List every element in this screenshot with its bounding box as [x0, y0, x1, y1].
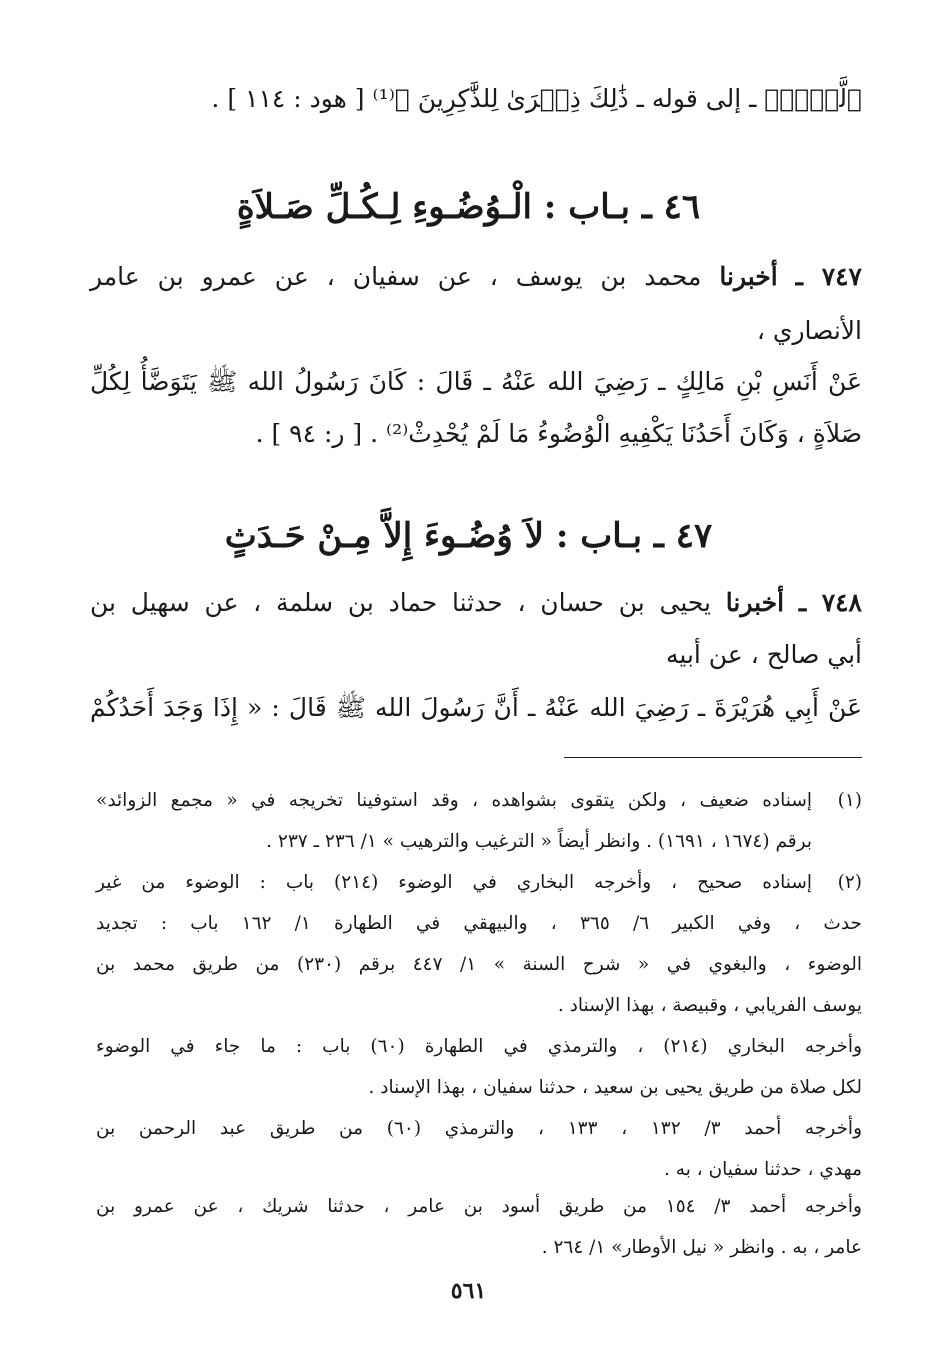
- hadith-748-isnad-text: يحيى بن حسان ، حدثنا حماد بن سلمة ، عن سهيل بن: [90, 588, 711, 617]
- footnote-2-text: إسناده صحيح ، وأخرجه البخاري في الوضوء (٢١٤) باب : الوضوء من غير: [96, 872, 813, 893]
- footnote-1-text-2: برقم (١٦٧٤ ، ١٦٩١) . وانظر أيضاً « الترغيب والترهيب » ١/ ٢٣٦ ـ ٢٣٧ .: [266, 831, 812, 852]
- hadith-747-matn-line1: عَنْ أَنَسِ بْنِ مَالِكٍ ـ رَضِيَ الله عَنْهُ ـ قَالَ : كَانَ رَسُولُ الله ﷺ يَتَوَضَّأُ لِكُلِّ: [90, 367, 862, 396]
- hadith-748-isnad-line2: أبي صالح ، عن أبيه: [666, 640, 862, 669]
- hadith-747-matn-line2: صَلاَةٍ ، وَكَانَ أَحَدُنَا يَكْفِيهِ الْوُضُوءُ مَا لَمْ يُحْدِثْ⁽²⁾ . [ ر: ٩٤ ] .: [255, 419, 862, 448]
- page-number: ٥٦١: [450, 1278, 487, 1304]
- chapter-46-heading: ٤٦ ـ بـاب : الْـوُضُـوءِ لِـكُـلِّ صَـلاَةٍ: [236, 187, 701, 227]
- footnote-1-number: (١): [837, 790, 862, 811]
- hadith-747-isnad-line2: الأنصاري ،: [756, 316, 862, 345]
- footnote-separator: [564, 757, 862, 758]
- chapter-47-heading: ٤٧ ـ بـاب : لاَ وُضُـوءَ إِلاَّ مِـنْ حَـدَثٍ: [224, 516, 713, 556]
- footnote-2-text-9: وأخرجه أحمد ٣/ ١٥٤ من طريق أسود بن عامر ، حدثنا شريك ، عن عمرو بن: [96, 1196, 862, 1217]
- footnote-2-number: (٢): [837, 872, 862, 893]
- footnote-2-text-3: الوضوء ، والبغوي في « شرح السنة » ١/ ٤٤٧ برقم (٢٣٠) من طريق محمد بن: [96, 954, 862, 975]
- footnote-2-text-10: عامر ، به . وانظر « نيل الأوطار» ١/ ٢٦٤ .: [541, 1237, 862, 1258]
- hadith-748-isnad-line1: [90, 588, 862, 617]
- hadith-748-akhbarana: أخبرنا: [725, 588, 785, 617]
- footnote-2-text-2: حدث ، وفي الكبير ٦/ ٣٦٥ ، والبيهقي في الطهارة ١/ ١٦٢ باب : تجديد: [96, 913, 862, 934]
- hadith-748-matn-line1: عَنْ أَبِي هُرَيْرَةَ ـ رَضِيَ الله عَنْهُ ـ أَنَّ رَسُولَ الله ﷺ قَالَ : « إِذَا وَجَدَ أَحَدُكُمْ: [90, 693, 862, 722]
- hadith-747-isnad-line1: [90, 262, 862, 291]
- footnote-2-text-7: وأخرجه أحمد ٣/ ١٣٢ ، ١٣٣ ، والترمذي (٦٠) من طريق عبد الرحمن بن: [96, 1118, 863, 1139]
- hadith-748-number: ٧٤٨ ـ: [798, 588, 862, 617]
- quran-verse-line: ٱلَّيۡلِۚ ـ إلى قوله ـ ذَٰلِكَ ذِكۡرَىٰ لِلذَّٰكِرِينَ ﴾⁽¹⁾ [ هود : ١١٤ ] .: [211, 84, 862, 113]
- footnote-2-text-8: مهدي ، حدثنا سفيان ، به .: [664, 1159, 862, 1180]
- footnote-2-text-4: يوسف الفريابي ، وقبيصة ، بهذا الإسناد .: [557, 995, 862, 1016]
- footnote-2-text-5: وأخرجه البخاري (٢١٤) ، والترمذي في الطهارة (٦٠) باب : ما جاء في الوضوء: [96, 1036, 863, 1057]
- hadith-747-akhbarana: أخبرنا: [719, 262, 778, 291]
- hadith-747-number: ٧٤٧ ـ: [795, 262, 862, 291]
- hadith-747-isnad-text: محمد بن يوسف ، عن سفيان ، عن عمرو بن عامر: [90, 262, 702, 291]
- footnote-2-text-6: لكل صلاة من طريق يحيى بن سعيد ، حدثنا سفيان ، بهذا الإسناد .: [368, 1077, 862, 1098]
- footnote-1-text: إسناده ضعيف ، ولكن يتقوى بشواهده ، وقد استوفينا تخريجه في « مجمع الزوائد»: [96, 790, 812, 811]
